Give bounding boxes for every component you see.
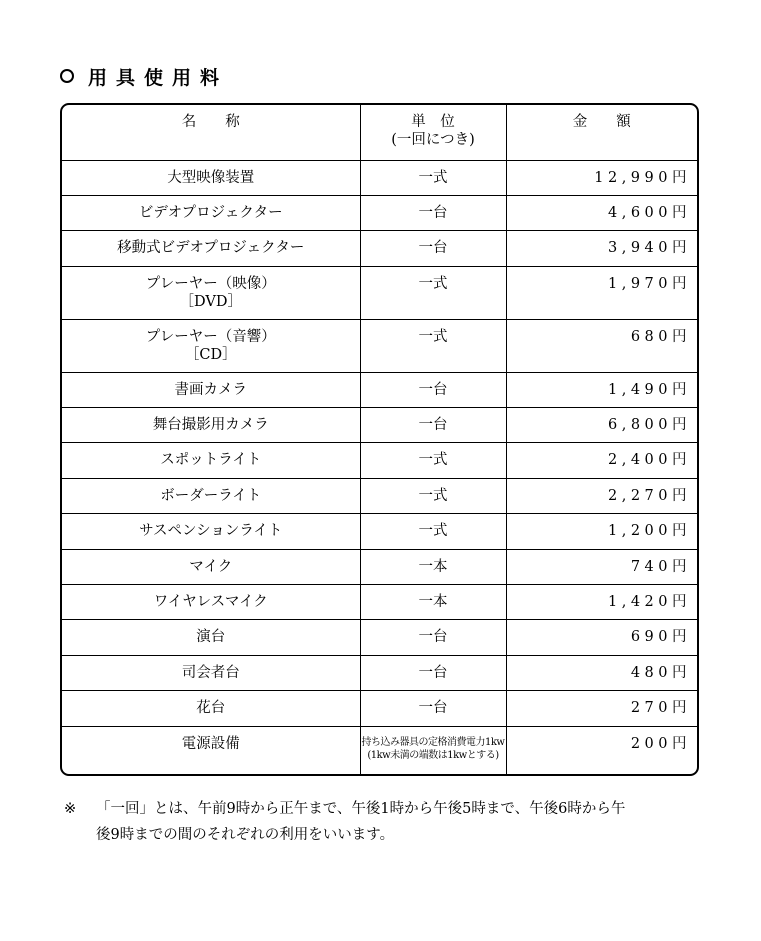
row-amount: 690円 bbox=[506, 620, 697, 655]
row-name: 書画カメラ bbox=[62, 372, 360, 407]
row-amount: 270円 bbox=[506, 691, 697, 726]
row-name: ビデオプロジェクター bbox=[62, 195, 360, 230]
footnote-line-1: 「一回」とは、午前9時から正午まで、午後1時から午後5時まで、午後6時から午 bbox=[96, 801, 626, 817]
row-unit bbox=[360, 726, 506, 776]
row-unit: 一式 bbox=[360, 443, 506, 478]
row-unit: 一台 bbox=[360, 691, 506, 726]
row-unit: 一式 bbox=[360, 478, 506, 513]
table-row bbox=[62, 160, 697, 195]
row-name: サスペンションライト bbox=[62, 514, 360, 549]
table-row bbox=[62, 514, 697, 549]
table-row bbox=[62, 443, 697, 478]
row-name: 司会者台 bbox=[62, 655, 360, 690]
row-amount: 3,940円 bbox=[506, 231, 697, 266]
row-unit: 一式 bbox=[360, 514, 506, 549]
row-amount: 480円 bbox=[506, 655, 697, 690]
row-amount: 4,600円 bbox=[506, 195, 697, 230]
row-unit: 一式 bbox=[360, 266, 506, 319]
table-row bbox=[62, 549, 697, 584]
row-amount: 1,970円 bbox=[506, 266, 697, 319]
row-name-main: プレーヤー（映像） bbox=[145, 275, 276, 292]
row-name-sub: ［DVD］ bbox=[179, 293, 242, 310]
row-amount: 2,270円 bbox=[506, 478, 697, 513]
row-name: スポットライト bbox=[62, 443, 360, 478]
table-row bbox=[62, 691, 697, 726]
header-unit-label: 単 位 bbox=[411, 114, 455, 130]
table-row bbox=[62, 372, 697, 407]
section-title bbox=[60, 62, 228, 90]
row-unit: 一台 bbox=[360, 408, 506, 443]
table-header-row bbox=[62, 105, 697, 160]
header-unit bbox=[360, 105, 506, 160]
row-name: マイク bbox=[62, 549, 360, 584]
table-row bbox=[62, 585, 697, 620]
row-name: 舞台撮影用カメラ bbox=[62, 408, 360, 443]
row-amount: 740円 bbox=[506, 549, 697, 584]
row-amount: 12,990円 bbox=[506, 160, 697, 195]
fee-table bbox=[60, 103, 699, 776]
row-amount: 200円 bbox=[506, 726, 697, 776]
row-unit: 一台 bbox=[360, 372, 506, 407]
row-unit: 一本 bbox=[360, 549, 506, 584]
table-row bbox=[62, 655, 697, 690]
table-row bbox=[62, 408, 697, 443]
row-name bbox=[62, 319, 360, 372]
table-row bbox=[62, 195, 697, 230]
row-amount: 6,800円 bbox=[506, 408, 697, 443]
table-row bbox=[62, 266, 697, 319]
row-amount: 1,490円 bbox=[506, 372, 697, 407]
row-name-main: プレーヤー（音響） bbox=[145, 328, 276, 345]
row-name: 移動式ビデオプロジェクター bbox=[62, 231, 360, 266]
row-unit: 一台 bbox=[360, 195, 506, 230]
row-name bbox=[62, 266, 360, 319]
header-unit-sub: (一回につき) bbox=[391, 132, 475, 148]
row-amount: 1,200円 bbox=[506, 514, 697, 549]
row-unit: 一式 bbox=[360, 319, 506, 372]
row-unit: 一台 bbox=[360, 231, 506, 266]
row-amount: 680円 bbox=[506, 319, 697, 372]
row-unit: 一台 bbox=[360, 620, 506, 655]
row-unit-main: 持ち込み器具の定格消費電力1kw bbox=[361, 736, 505, 748]
footnote bbox=[64, 796, 714, 848]
row-unit-sub: (1kw未満の端数は1kwとする) bbox=[367, 749, 499, 761]
footnote-mark: ※ bbox=[64, 801, 77, 817]
row-name: 演台 bbox=[62, 620, 360, 655]
row-unit: 一式 bbox=[360, 160, 506, 195]
table-row bbox=[62, 726, 697, 776]
row-unit: 一台 bbox=[360, 655, 506, 690]
table-row bbox=[62, 231, 697, 266]
row-name: ボーダーライト bbox=[62, 478, 360, 513]
circle-bullet-icon bbox=[60, 69, 74, 83]
row-name: 大型映像装置 bbox=[62, 160, 360, 195]
header-amount: 金 額 bbox=[506, 105, 697, 160]
footnote-line-2: 後9時までの間のそれぞれの利用をいいます。 bbox=[96, 827, 395, 843]
row-name: 花台 bbox=[62, 691, 360, 726]
table-row bbox=[62, 478, 697, 513]
section-title-text: 用具使用料 bbox=[88, 66, 229, 89]
row-amount: 2,400円 bbox=[506, 443, 697, 478]
row-name: ワイヤレスマイク bbox=[62, 585, 360, 620]
row-amount: 1,420円 bbox=[506, 585, 697, 620]
table-row bbox=[62, 319, 697, 372]
table-row bbox=[62, 620, 697, 655]
row-unit: 一本 bbox=[360, 585, 506, 620]
row-name-sub: ［CD］ bbox=[184, 346, 237, 363]
row-name: 電源設備 bbox=[62, 726, 360, 776]
header-name: 名 称 bbox=[62, 105, 360, 160]
